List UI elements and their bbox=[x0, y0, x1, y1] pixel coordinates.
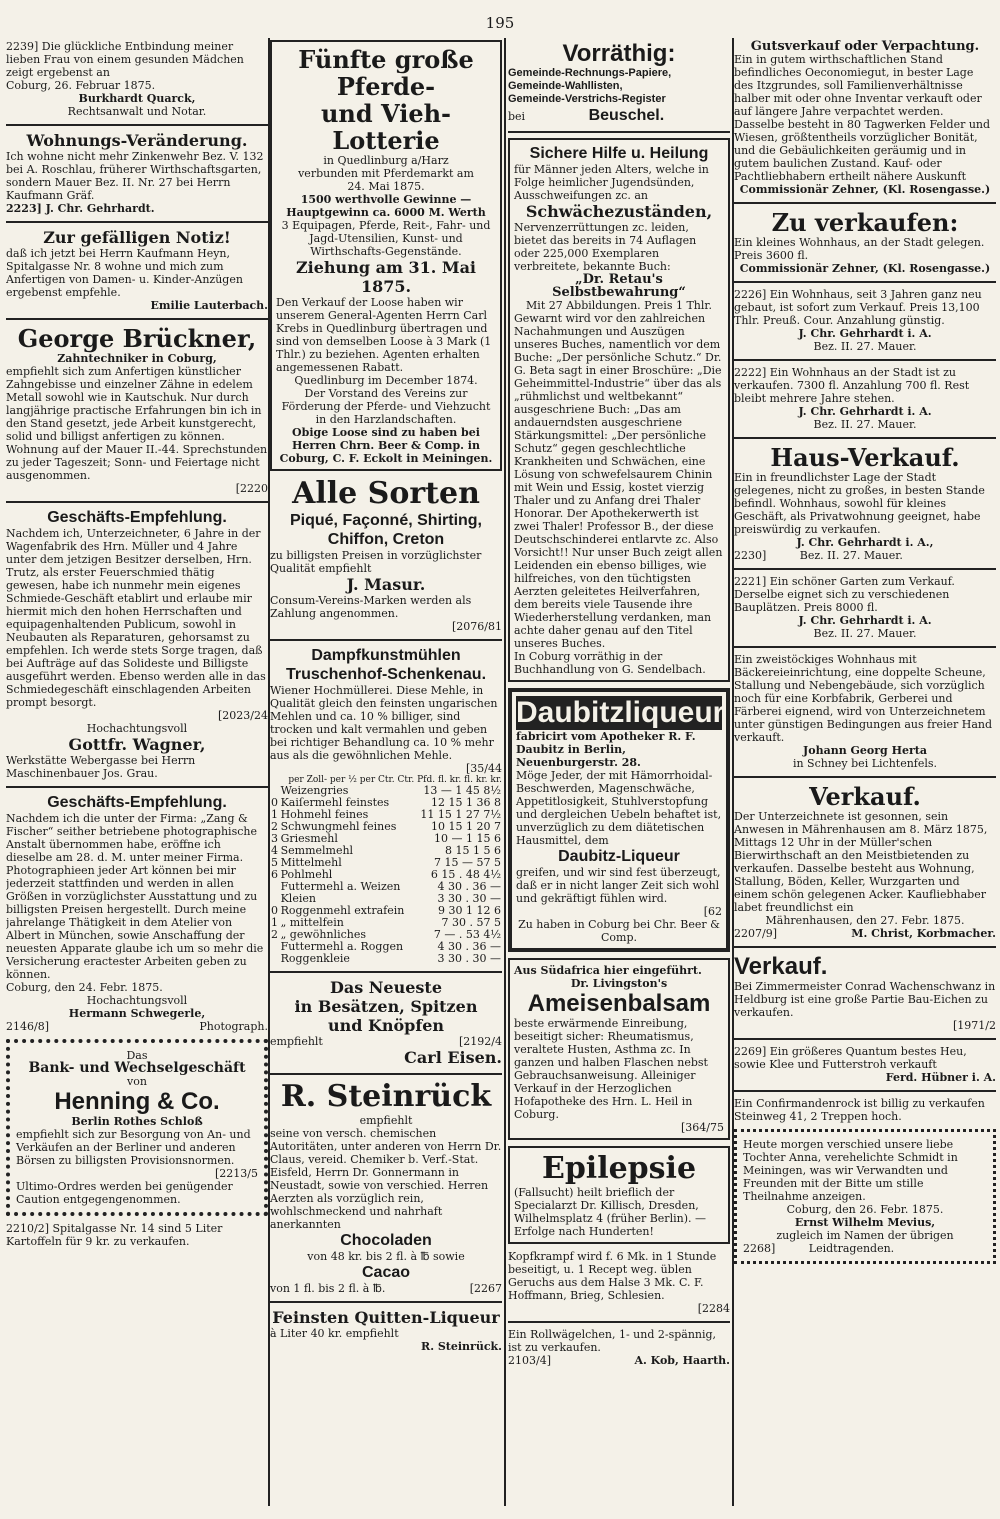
henning-text: empfiehlt sich zur Besorgung von An- und Verkäufen an der Berliner und anderen Börsen zu billigsten Provisionsnormen. bbox=[16, 1128, 251, 1167]
lotterie-date2: Quedlinburg im December 1874. bbox=[294, 374, 478, 387]
notiz-sign: Emilie Lauterbach. bbox=[150, 299, 268, 312]
vorraethig-bei: bei bbox=[508, 110, 526, 123]
daubitz-name: Daubitz-Liqueur bbox=[558, 848, 680, 865]
price-row-values: 7 30 . 57 5 bbox=[441, 916, 501, 929]
verkauf2-text: Bei Zimmermeister Conrad Wachenschwanz in Heldburg ist eine große Partie Bau-Eichen zu verkaufen. bbox=[734, 980, 996, 1019]
verkauf2-ref: [1971/2 bbox=[953, 1019, 996, 1032]
hausverkauf-addr: Bez. II. 27. Mauer. bbox=[799, 549, 903, 562]
price-row-num: 3 bbox=[271, 832, 278, 845]
price-row-item: Kleien bbox=[280, 892, 316, 905]
sorten-note: Consum-Vereins-Marken werden als Zahlung angenommen. bbox=[270, 594, 472, 620]
price-row-num: 4 bbox=[271, 844, 278, 857]
ameisen-ad bbox=[508, 958, 730, 1140]
birth-notice-name: Burkhardt Quarck, bbox=[78, 92, 196, 105]
birth-notice-text: 2239] Die glückliche Entbindung meiner lieben Frau von einem gesunden Mädchen zeigt ergebenst an bbox=[6, 40, 244, 79]
sorten-items: Piqué, Façonné, Shirting, Chiffon, Creton bbox=[289, 512, 482, 548]
column-2 bbox=[270, 40, 502, 1500]
column-3 bbox=[508, 40, 730, 1500]
divider bbox=[734, 202, 996, 204]
sorten-ref: [2076/81 bbox=[452, 620, 502, 633]
steinrueck-price1: von 48 kr. bis 2 fl. à ℔ sowie bbox=[307, 1250, 465, 1263]
lotterie-footer: Obige Loose sind zu haben bei Herren Chrn. Beer & Comp. in Coburg, C. F. Eckolt in Meiningen. bbox=[279, 426, 493, 465]
zuverkaufen-ad bbox=[734, 209, 996, 275]
daubitz-text: Möge Jeder, der mit Hämorrhoidal-Beschwerden, Magenschwäche, Appetitlosigkeit, Stuhlverstopfung und dergleichen Uebeln behaftet ist, unverzüglich zu dem diätetischen Hausmittel, dem bbox=[516, 769, 722, 847]
lotterie-h1: Fünfte große Pferde- bbox=[298, 45, 474, 101]
lotterie-sub: verbunden mit Pferdemarkt am bbox=[298, 167, 474, 180]
divider bbox=[734, 776, 996, 778]
geschaeft2-date: Coburg, den 24. Febr. 1875. bbox=[6, 981, 163, 994]
geschaeft2-name: Hermann Schwegerle, bbox=[68, 1007, 206, 1020]
notiz-ad bbox=[6, 228, 268, 312]
geschaeft2-greeting: Hochachtungsvoll bbox=[86, 994, 188, 1007]
divider bbox=[6, 501, 268, 503]
price-row-values: 10 15 1 20 7 bbox=[431, 820, 501, 833]
price-row-item: Schwungmehl feines bbox=[280, 820, 397, 833]
baeckerei-name: Johann Georg Herta bbox=[803, 744, 927, 757]
hilfe-h2: Schwächezuständen, bbox=[525, 202, 713, 221]
price-table bbox=[270, 785, 502, 965]
price-row-num: 0 bbox=[271, 796, 278, 809]
brueckner-ref: [2220 bbox=[235, 482, 268, 495]
eisen-h2: in Besätzen, Spitzen bbox=[294, 997, 478, 1016]
lotterie-date: 24. Mai 1875. bbox=[347, 180, 425, 193]
divider bbox=[508, 131, 730, 133]
confirmanden-ad bbox=[734, 1097, 996, 1123]
dampf-ad bbox=[270, 646, 502, 965]
verkauf-text: Der Unterzeichnete ist gesonnen, sein Anwesen in Mährenhausen am 8. März 1875, Mittags 12 Uhr in der Müller'schen Bierwirthschaft an den Meistbietenden zu verkaufen. Dasselbe besteht aus Wohnung, Stallung, Böden, Keller, Wurzgarten und einem schön gelegenen Acker. Kaufliebhaber labet freundlichst ein bbox=[734, 810, 988, 914]
hausverkauf-ad bbox=[734, 444, 996, 562]
eisen-h3: und Knöpfen bbox=[327, 1016, 445, 1035]
price-row-item: Futtermehl a. Roggen bbox=[280, 940, 404, 953]
hausverkauf-ref: 2230] bbox=[734, 549, 767, 562]
garten-addr: Bez. II. 27. Mauer. bbox=[813, 627, 917, 640]
wohnung-text: Ich wohne nicht mehr Zinkenwehr Bez. V. 132 bei A. Roschlau, früherer Wirthschaftsgarten, sondern Mauer Bez. II. Nr. 27 bei Herrn Kaufmann Gräf. bbox=[6, 150, 264, 202]
dampf-table-header: per Zoll- per ½ per Ctr. Ctr. Pfd. fl. kr. fl. kr. kr. bbox=[288, 775, 502, 785]
hilfe-heading: Sichere Hilfe u. Heilung bbox=[529, 145, 709, 162]
verlobung-ref: 2268] bbox=[743, 1242, 776, 1255]
rollwaegelchen-text: Ein Rollwägelchen, 1- und 2-spännig, ist zu verkaufen. bbox=[508, 1328, 717, 1354]
daubitz-ref: [62 bbox=[703, 905, 722, 918]
price-row-num: 5 bbox=[271, 856, 278, 869]
vorraethig-item-2: Gemeinde-Wahllisten, bbox=[508, 80, 623, 92]
divider bbox=[6, 124, 268, 126]
verkauf-date: Mährenhausen, den 27. Febr. 1875. bbox=[765, 914, 965, 927]
wohnung-ad bbox=[6, 131, 268, 215]
verkauf2-heading: Verkauf. bbox=[734, 953, 828, 980]
henning-von: von bbox=[127, 1075, 147, 1088]
dampf-h2: Truschenhof-Schenkenau. bbox=[285, 666, 487, 683]
henning-ad bbox=[6, 1039, 268, 1216]
hilfe-text2: Nervenzerrüttungen zc. leiden, bietet das bereits in 74 Auflagen oder 225,000 Exemplaren verbreitete, bekannte Buch: bbox=[514, 221, 697, 273]
birth-notice bbox=[6, 40, 268, 118]
verkauf-ad bbox=[734, 783, 996, 940]
price-row-values: 12 15 1 36 8 bbox=[431, 796, 501, 809]
wohnung2226-ad bbox=[734, 288, 996, 353]
divider bbox=[6, 786, 268, 788]
baeckerei-ad bbox=[734, 653, 996, 770]
birth-notice-title: Rechtsanwalt und Notar. bbox=[67, 105, 207, 118]
column-rule bbox=[504, 38, 506, 1506]
notiz-text: daß ich jetzt bei Herrn Kaufmann Heyn, Spitalgasse Nr. 8 wohne und mich zum Anfertigen von Damen- u. Kinder-Anzügen ergebenst empfehle. bbox=[6, 247, 243, 299]
price-row-item: „ mittelfein bbox=[280, 916, 344, 929]
daubitz-ad bbox=[508, 688, 730, 952]
hilfe-sub: Mit 27 Abbildungen. Preis 1 Thlr. bbox=[526, 299, 712, 312]
garten-text: 2221] Ein schöner Garten zum Verkauf. Derselbe eignet sich zu verschiedenen Bauplätzen. Preis 8000 fl. bbox=[734, 575, 955, 614]
price-row-values: 8 15 1 5 6 bbox=[445, 844, 501, 857]
divider bbox=[734, 1038, 996, 1040]
ameisen-text: beste erwärmende Einreibung, beseitigt sicher: Rheumatismus, veraltete Husten, Asthma zc. In ganzen und halben Flaschen nebst Gebrauchsanweisung. Alleiniger Verkauf in der Herzoglichen Hofapotheke des Hrn. L. Heil in Coburg. bbox=[514, 1017, 708, 1121]
steinrueck-price2: von 1 fl. bis 2 fl. à ℔. bbox=[270, 1282, 386, 1295]
henning-das: Das bbox=[126, 1049, 148, 1062]
henning-name: Henning & Co. bbox=[54, 1088, 220, 1115]
price-row-item: Roggenmehl extrafein bbox=[280, 904, 405, 917]
sorten-ad bbox=[270, 477, 502, 633]
henning-ref: [2213/5 bbox=[215, 1167, 258, 1180]
brueckner-ad bbox=[6, 325, 268, 495]
henning-heading: Bank- und Wechselgeschäft bbox=[28, 1060, 246, 1076]
verkauf-ref: 2207/9] bbox=[734, 927, 777, 940]
geschaeft1-heading: Geschäfts-Empfehlung. bbox=[47, 509, 227, 526]
eisen-ref: [2192/4 bbox=[459, 1035, 502, 1048]
wohnung2222-addr: Bez. II. 27. Mauer. bbox=[813, 418, 917, 431]
wohnung2222-sign: J. Chr. Gehrhardt i. A. bbox=[798, 405, 932, 418]
hausverkauf-text: Ein in freundlichster Lage der Stadt gelegenes, nicht zu großes, in besten Stande befindl. Wohnhaus, sowohl für kleines Geschäft, als Privatwohnung geeignet, habe preiswürdig zu verkaufen. bbox=[734, 471, 985, 536]
quitten-heading: Feinsten Quitten-Liqueur bbox=[272, 1308, 500, 1327]
steinrueck-sub: empfiehlt bbox=[359, 1114, 413, 1127]
divider bbox=[270, 1301, 502, 1303]
vorraethig-name: Beuschel. bbox=[588, 107, 665, 124]
verlobung-name: Ernst Wilhelm Mevius, bbox=[794, 1216, 936, 1229]
brueckner-text: empfiehlt sich zum Anfertigen künstlicher Zahngebisse und einzelner Zähne in edelem Metall sowohl wie in Kautschuk. Nur durch langjährige practische Erfahrungen bin ich in den Stand gesetzt, jede Arbeit kunstgerecht, solid und billigst anfertigen zu können. Wohnung auf der Mauer II.-44. Sprechstunden zu jeder Tageszeit; Sonn- und Feiertage nicht ausgenommen. bbox=[6, 365, 268, 482]
kopfkrampf-text: Kopfkrampf wird f. 6 Mk. in 1 Stunde beseitigt, u. 1 Recept weg. üblen Geruchs aus dem Halse 3 Mk. C. F. Hoffmann, Brieg, Schlesien. bbox=[508, 1250, 717, 1302]
wohnung-heading: Wohnungs-Veränderung. bbox=[26, 131, 248, 150]
divider bbox=[734, 568, 996, 570]
wohnung-sign: 2223] J. Chr. Gehrhardt. bbox=[6, 202, 155, 215]
geschaeft1-text: Nachdem ich, Unterzeichneter, 6 Jahre in der Wagenfabrik des Hrn. Müller und 4 Jahre unter dem jetzigen Besitzer derselben, Hrn. Trutz, als erster Feuerschmied thätig gewesen, habe ich nunmehr mein eigenes Schmiede-Geschäft etablirt und erlaube mir hiermit mich den hohen Herrschaften und equipagenhaltenden Publicum, sowohl in Neubauten als Reparaturen, gehorsamst zu empfehlen. Ich werde stets Sorge tragen, daß bei Aufträge auf das Solideste und Billigste ausgeführt werden. Ebenso werden alle in das Schmiedegeschäft einschlagenden Arbeiten prompt besorgt. bbox=[6, 527, 266, 709]
heu-text: 2269] Ein größeres Quantum bestes Heu, sowie Klee und Futterstroh verkauft bbox=[734, 1045, 967, 1071]
geschaeft1-name: Gottfr. Wagner, bbox=[68, 735, 206, 754]
quitten-text: à Liter 40 kr. empfiehlt bbox=[270, 1327, 399, 1340]
price-row-num bbox=[270, 941, 280, 953]
price-row-values: 11 15 1 27 7½ bbox=[420, 808, 501, 821]
henning-note: Ultimo-Ordres werden bei genügender Caution entgegengenommen. bbox=[16, 1180, 233, 1206]
eisen-text: empfiehlt bbox=[270, 1035, 323, 1048]
hilfe-title: „Dr. Retau's Selbstbewahrung“ bbox=[552, 272, 686, 300]
vorraethig-item-3: Gemeinde-Verstrichs-Register bbox=[508, 93, 666, 105]
price-row-values: 3 30 . 30 — bbox=[437, 952, 501, 965]
price-row-item: Weizengries bbox=[280, 784, 349, 797]
notiz-heading: Zur gefälligen Notiz! bbox=[43, 228, 231, 247]
price-row-num: 0 bbox=[271, 904, 278, 917]
geschaeft2-role: Photograph. bbox=[199, 1020, 268, 1033]
geschaeft1-addr: Werkstätte Webergasse bei Herrn Maschinenbauer Jos. Grau. bbox=[6, 754, 196, 780]
ameisen-top: Aus Südafrica hier eingeführt. bbox=[514, 964, 702, 977]
wohnung2226-sign: J. Chr. Gehrhardt i. A. bbox=[798, 327, 932, 340]
hilfe-ad bbox=[508, 138, 730, 682]
sorten-text: zu billigsten Preisen in vorzüglichster Qualität empfiehlt bbox=[270, 549, 482, 575]
price-row-item: „ gewöhnliches bbox=[280, 928, 366, 941]
dampf-ref: [35/44 bbox=[466, 762, 502, 775]
divider bbox=[508, 1321, 730, 1323]
price-row-num bbox=[270, 953, 280, 965]
price-row-num: 2 bbox=[271, 928, 278, 941]
verlobung-date: Coburg, den 26. Febr. 1875. bbox=[786, 1203, 944, 1216]
daubitz-footer: Zu haben in Coburg bei Chr. Beer & Comp. bbox=[518, 918, 720, 944]
eisen-ad bbox=[270, 978, 502, 1067]
verlobung-closing: Leidtragenden. bbox=[808, 1242, 895, 1255]
daubitz-text2: greifen, und wir sind fest überzeugt, daß er in nicht langer Zeit sich wohl und gekräftigt fühlen wird. bbox=[516, 866, 721, 905]
geschaeft1-ref: [2023/24 bbox=[218, 709, 268, 722]
divider bbox=[6, 221, 268, 223]
wohnung2226-addr: Bez. II. 27. Mauer. bbox=[813, 340, 917, 353]
divider bbox=[734, 646, 996, 648]
geschaeft2-ad bbox=[6, 793, 268, 1033]
hausverkauf-sign: J. Chr. Gehrhardt i. A., bbox=[796, 536, 934, 549]
eisen-name: Carl Eisen. bbox=[404, 1048, 502, 1067]
price-row-item: Pohlmehl bbox=[280, 868, 333, 881]
hilfe-text3: Gewarnt wird vor den zahlreichen Nachahmungen und Auszügen unseres Buches, namentlich vor dem Buche: „Der persönliche Schutz.“ Dr. G. Beta sagt in einer Broschüre: „Die Geheimmittel-Industrie“ über das als „rühmlichst und weltbekannt“ ausgeschriene Buch: „Das am andauerndsten ausgeschriene Stärkungsmittel: „Der persönliche Schutz“ gegen geschlechtliche Krankheiten und Schwächen, eine Lösung von schwefelsaurem Chinin mit Wein und Essig, kostet vierzig Thaler und zu Anfang drei Thaler Honorar. Der Apothekerwerth ist zwei Thaler! Professor B., der diese Deutschschinderei entlarvte zc. Also Vorsicht!! Nur unser Buch zeigt allen Leidenden ein ebenso billiges, wie hilfreiches, von den tüchtigsten Aerzten geleitetes Heilverfahren, dem bereits viele Tausende ihre Wiederherstellung verdanken, man achte daher genau auf den Titel unseres Buches. bbox=[514, 312, 723, 650]
steinrueck-ad bbox=[270, 1080, 502, 1295]
price-row-num: 6 bbox=[271, 868, 278, 881]
hilfe-text1: für Männer jeden Alters, welche in Folge heimlicher Jugendsünden, Ausschweifungen zc. an bbox=[514, 163, 709, 202]
zuverkaufen-heading: Zu verkaufen: bbox=[771, 208, 959, 237]
geschaeft2-text: Nachdem ich die unter der Firma: „Zang & Fischer“ seither betriebene photographische Anstalt übernommen habe, eröffne ich dieselbe am 28. d. M. unter meiner Firma. Photographieen jeder Art können bei mir jederzeit stattfinden und werden in allen Größen in vorzüglichster Ausstattung und zu billigsten Preisen hergestellt. Durch meine jahrelange Thätigkeit in dem Atelier von Albert in München, sowie Anschaffung der neuesten Apparate glaube ich um so mehr die Versicherung eractester Arbeiten geben zu können. bbox=[6, 812, 264, 981]
divider bbox=[6, 318, 268, 320]
verkauf2-ad bbox=[734, 953, 996, 1032]
ameisen-brand: Dr. Livingston's bbox=[570, 977, 668, 990]
kopfkrampf-ad bbox=[508, 1250, 730, 1315]
price-row-item: Futtermehl a. Weizen bbox=[280, 880, 401, 893]
lotterie-text: Den Verkauf der Loose haben wir unserem General-Agenten Herrn Carl Krebs in Quedlinburg übertragen und sind von demselben Loose à 3 Mark (1 Thlr.) zu beziehen. Agenten erhalten angemessenen Rabatt. bbox=[276, 296, 492, 374]
wohnung2226-text: 2226] Ein Wohnhaus, seit 3 Jahren ganz neu gebaut, ist sofort zum Verkauf. Preis 13,100 Thlr. Preuß. Cour. Anzahlung günstig. bbox=[734, 288, 982, 327]
lotterie-place: in Quedlinburg a/Harz bbox=[323, 154, 449, 167]
kartoffeln-text: 2210/2] Spitalgasse Nr. 14 sind 5 Liter Kartoffeln für 9 kr. zu verkaufen. bbox=[6, 1222, 223, 1248]
lotterie-h2: und Vieh-Lotterie bbox=[320, 99, 452, 155]
confirmanden-text: Ein Confirmandenrock ist billig zu verkaufen Steinweg 41, 2 Treppen hoch. bbox=[734, 1097, 985, 1123]
steinrueck-ref: [2267 bbox=[469, 1282, 502, 1295]
price-row-values: 7 — . 53 4½ bbox=[433, 928, 501, 941]
verlobung-sub: zugleich im Namen der übrigen bbox=[776, 1229, 954, 1242]
price-row-item: Griesmehl bbox=[280, 832, 338, 845]
dampf-h1: Dampfkunstmühlen bbox=[311, 647, 461, 664]
divider bbox=[734, 437, 996, 439]
price-row-values: 3 30 . 30 — bbox=[437, 892, 501, 905]
zuverkaufen-text: Ein kleines Wohnhaus, an der Stadt gelegen. Preis 3600 fl. bbox=[734, 236, 985, 262]
daubitz-heading: Daubitzliqueur bbox=[516, 696, 725, 729]
gutsverkauf-sign: Commissionär Zehner, (Kl. Rosengasse.) bbox=[739, 183, 991, 196]
price-row-num: 2 bbox=[271, 820, 278, 833]
vorraethig-ad bbox=[508, 40, 730, 125]
ameisen-heading: Ameisenbalsam bbox=[527, 990, 711, 1017]
sorten-name: J. Masur. bbox=[346, 575, 426, 594]
kartoffeln-ad bbox=[6, 1222, 268, 1248]
steinrueck-heading: R. Steinrück bbox=[280, 1079, 492, 1114]
price-row-values: 4 30 . 36 — bbox=[437, 940, 501, 953]
rollwaegelchen-ad bbox=[508, 1328, 730, 1367]
verkauf-name: M. Christ, Korbmacher. bbox=[851, 927, 996, 940]
gutsverkauf-ad bbox=[734, 40, 996, 196]
epilepsie-ad bbox=[508, 1146, 730, 1244]
heu-name: Ferd. Hübner i. A. bbox=[885, 1071, 996, 1084]
garten-sign: J. Chr. Gehrhardt i. A. bbox=[798, 614, 932, 627]
steinrueck-text: seine von versch. chemischen Autoritäten, unter anderen von Herrn Dr. Claus, vereid. Chemiker b. Verf.-Stat. Eisfeld, Herrn Dr. Gonnermann in Neustadt, sowie von verschied. Herren Aerzten als vorzüglich rein, wohlschmeckend und nahrhaft anerkannten bbox=[270, 1127, 502, 1231]
price-row-values: 9 30 1 12 6 bbox=[438, 904, 501, 917]
sorten-heading: Alle Sorten bbox=[292, 476, 480, 511]
geschaeft2-heading: Geschäfts-Empfehlung. bbox=[47, 794, 227, 811]
price-row-item: Mittelmehl bbox=[280, 856, 342, 869]
divider bbox=[734, 1090, 996, 1092]
eisen-h1: Das Neueste bbox=[329, 978, 442, 997]
price-row-item: Hohmehl feines bbox=[280, 808, 369, 821]
price-row-num: 1 bbox=[271, 808, 278, 821]
lotterie-draw: Ziehung am 31. Mai 1875. bbox=[295, 258, 477, 296]
baeckerei-text: Ein zweistöckiges Wohnhaus mit Bäckereieinrichtung, eine doppelte Scheune, Stallung und Nebengebäude, sich vorzüglich noch für eine Korbfabrik, Gerberei und Färberei eignend, wird von Unterzeichnetem unter günstigen Bedingungen aus freier Hand verkauft. bbox=[734, 653, 993, 744]
rollwaegelchen-name: A. Kob, Haarth. bbox=[634, 1354, 730, 1367]
lotterie-ad bbox=[270, 40, 502, 471]
price-row-item: Semmelmehl bbox=[280, 844, 354, 857]
verlobung-ad bbox=[734, 1129, 996, 1264]
price-row-values: 4 30 . 36 — bbox=[437, 880, 501, 893]
geschaeft1-ad bbox=[6, 508, 268, 780]
price-row-values: 13 — 1 45 8½ bbox=[423, 784, 501, 797]
epilepsie-text: (Fallsucht) heilt brieflich der Specialarzt Dr. Killisch, Dresden, Wilhelmsplatz 4 (früher Berlin). — Erfolge nach Hunderten! bbox=[514, 1186, 706, 1238]
wohnung2222-text: 2222] Ein Wohnhaus an der Stadt ist zu verkaufen. 7300 fl. Anzahlung 700 fl. Rest bleibt mehrere Jahre stehen. bbox=[734, 366, 970, 405]
heu-ad bbox=[734, 1045, 996, 1084]
gutsverkauf-text: Ein in gutem wirthschaftlichen Stand befindliches Oeconomiegut, in bester Lage des Itzgrundes, soll Familienverhältnisse halber mit oder ohne Inventar verkauft oder auf längere Jahre verpachtet werden. Dasselbe besteht in 80 Tagwerken Felder und Wiesen, größtentheils vorzüglicher Bonität, und die Gebäulichkeiten geräumig und in gutem baulichen Zustand. Kauf- oder Pachtliebhabern ertheilt nähere Auskunft bbox=[734, 53, 991, 183]
zuverkaufen-sign: Commissionär Zehner, (Kl. Rosengasse.) bbox=[739, 262, 991, 275]
birth-notice-date: Coburg, 26. Februar 1875. bbox=[6, 79, 156, 92]
column-4 bbox=[734, 40, 996, 1500]
henning-addr: Berlin Rothes Schloß bbox=[71, 1115, 203, 1128]
garten-ad bbox=[734, 575, 996, 640]
geschaeft1-greeting: Hochachtungsvoll bbox=[86, 722, 188, 735]
lotterie-prize-list: 3 Equipagen, Pferde, Reit-, Fahr- und Jagd-Utensilien, Kunst- und Wirthschafts-Gegenstände. bbox=[281, 219, 491, 258]
divider bbox=[270, 971, 502, 973]
wohnung2222-ad bbox=[734, 366, 996, 431]
ameisen-ref: [364/75 bbox=[681, 1121, 724, 1134]
geschaeft2-ref: 2146/8] bbox=[6, 1020, 49, 1033]
brueckner-heading: George Brückner, bbox=[17, 324, 257, 353]
gutsverkauf-heading: Gutsverkauf oder Verpachtung. bbox=[750, 40, 980, 54]
column-1 bbox=[6, 40, 268, 1500]
price-row-values: 10 — 1 15 6 bbox=[434, 832, 501, 845]
steinrueck-product2: Cacao bbox=[361, 1264, 411, 1281]
vorraethig-item-1: Gemeinde-Rechnungs-Papiere, bbox=[508, 67, 672, 79]
dampf-text: Wiener Hochmüllerei. Diese Mehle, in Qualität gleich den feinsten ungarischen Mehlen und ca. 10 % billiger, sind trocken und kalt vermahlen und geben bei richtiger Behandlung ca. 10 % mehr aus als die gewöhnlichen Mehle. bbox=[270, 684, 498, 762]
price-row-num bbox=[270, 881, 280, 893]
price-row-values: 7 15 — 57 5 bbox=[434, 856, 501, 869]
daubitz-maker: fabricirt vom Apotheker R. F. Daubitz in Berlin, Neuenburgerstr. 28. bbox=[516, 730, 696, 769]
divider bbox=[270, 1073, 502, 1075]
quitten-name: R. Steinrück. bbox=[421, 1340, 502, 1353]
verlobung-text: Heute morgen verschied unsere liebe Tochter Anna, verehelichte Schmidt in Meiningen, was wir Verwandten und Freunden mit der Bitte um stille Theilnahme anzeigen. bbox=[743, 1138, 958, 1203]
price-row-values: 6 15 . 48 4½ bbox=[430, 868, 501, 881]
divider bbox=[270, 639, 502, 641]
divider bbox=[734, 946, 996, 948]
hausverkauf-heading: Haus-Verkauf. bbox=[770, 443, 960, 472]
rollwaegelchen-ref: 2103/4] bbox=[508, 1354, 551, 1367]
brueckner-sub: Zahntechniker in Coburg, bbox=[57, 352, 217, 365]
divider bbox=[734, 359, 996, 361]
steinrueck-product1: Chocoladen bbox=[340, 1232, 432, 1249]
quitten-ad bbox=[270, 1308, 502, 1353]
divider bbox=[734, 281, 996, 283]
price-row bbox=[270, 953, 502, 965]
hilfe-footer: In Coburg vorräthig in der Buchhandlung von G. Sendelbach. bbox=[514, 650, 706, 676]
price-row-item: Kaiſermehl feinstes bbox=[280, 796, 390, 809]
lotterie-prizes: 1500 werthvolle Gewinne — Hauptgewinn ca. 6000 M. Werth bbox=[286, 193, 486, 219]
verkauf-heading: Verkauf. bbox=[809, 782, 921, 811]
price-row-num: 1 bbox=[271, 916, 278, 929]
price-row-item: Roggenkleie bbox=[280, 952, 350, 965]
vorraethig-heading: Vorräthig: bbox=[562, 40, 676, 67]
kopfkrampf-ref: [2284 bbox=[697, 1302, 730, 1315]
baeckerei-addr: in Schney bei Lichtenfels. bbox=[792, 757, 938, 770]
lotterie-board: Der Vorstand des Vereins zur Förderung der Pferde- und Viehzucht in den Harzlandschaften. bbox=[281, 387, 491, 426]
epilepsie-heading: Epilepsie bbox=[541, 1151, 697, 1186]
page-number: 195 bbox=[485, 14, 515, 32]
